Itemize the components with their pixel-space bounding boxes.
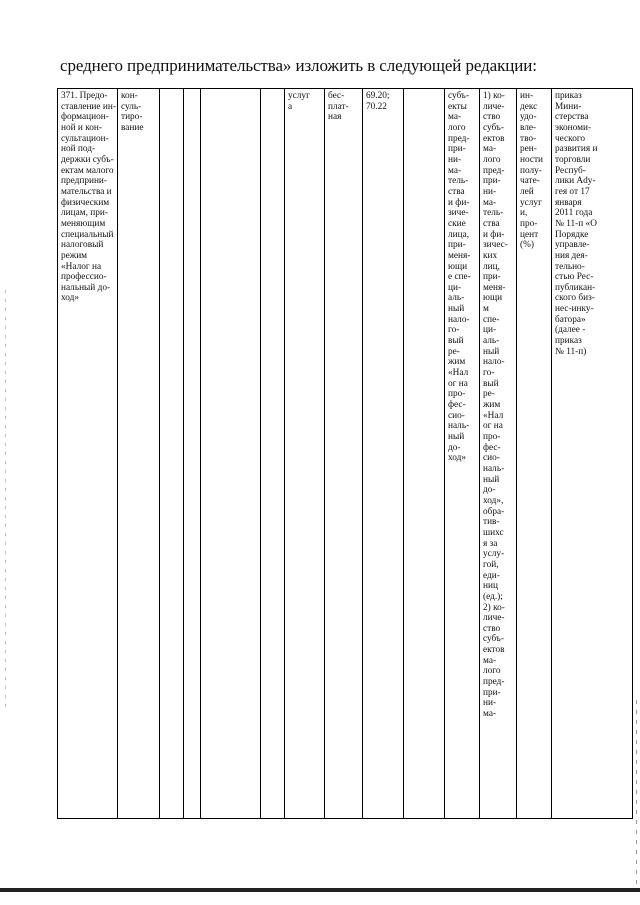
scan-edge-right — [636, 700, 637, 890]
cell-payment: бес- плат- ная — [325, 89, 363, 819]
cell-service-type: услуг а — [285, 89, 325, 819]
cell-okved-codes: 69.20; 70.22 — [363, 89, 404, 819]
scan-edge-bottom — [0, 888, 640, 892]
table-row — [58, 89, 633, 819]
cell-satisfaction-index: ин- декс удо- вле- тво- рен- ности полу- чате- лей услуг и, про- цент (%) — [517, 89, 552, 819]
cell-col5 — [201, 89, 261, 819]
registry-table — [57, 88, 633, 819]
cell-col3 — [160, 89, 184, 819]
cell-col4 — [184, 89, 201, 819]
cell-col10 — [404, 89, 445, 819]
cell-legal-basis: приказ Мини- стерства экономи- ческого развития и торговли Респуб- лики Ady- гея от 17 января 2011 года № 11-п «О Порядке управле- ния дея- тельно- стью Рес- публикан- ского биз- нес-инку- батора» (далее - приказ № 11-п) — [552, 89, 633, 819]
binding-shadow — [5, 290, 6, 710]
cell-service-form: кон- суль- тиро- вание — [118, 89, 160, 819]
cell-service-name: 371. Предо- ставление ин- формацион- ной и кон- сультацион- ной под- держки субъ- ектам малого предприни- мательства и физическим лицам, при- меняющим специальный налоговый режим «Налог на профессио- нальный до- ход» — [58, 89, 118, 819]
cell-indicators: 1) ко- личе- ство субъ- ектов ма- лого пред- при- ни- ма- тель- ства и фи- зичес- ких лиц, при- меня- ющи м спе- ци- аль- ный нало- го- вый ре- жим «Нал ог на про- фес- сио- наль- ный до- ход», обра- тив- шихс я за услу- гой, еди- ниц (ед.); 2) ко- личе- ство субъ- ектов ма- лого пред- при- ни- ма- — [480, 89, 517, 819]
cell-col6 — [261, 89, 285, 819]
section-heading: среднего предпринимательства» изложить в следующей редакции: — [60, 56, 537, 75]
cell-recipients: субъ- екты ма- лого пред- при- ни- ма- тель- ства и фи- зиче- ские лица, при- меня- ющи е спе- ци- аль- ный нало- го- вый ре- жим «Нал ог на про- фес- сио- наль- ный до- ход» — [445, 89, 480, 819]
